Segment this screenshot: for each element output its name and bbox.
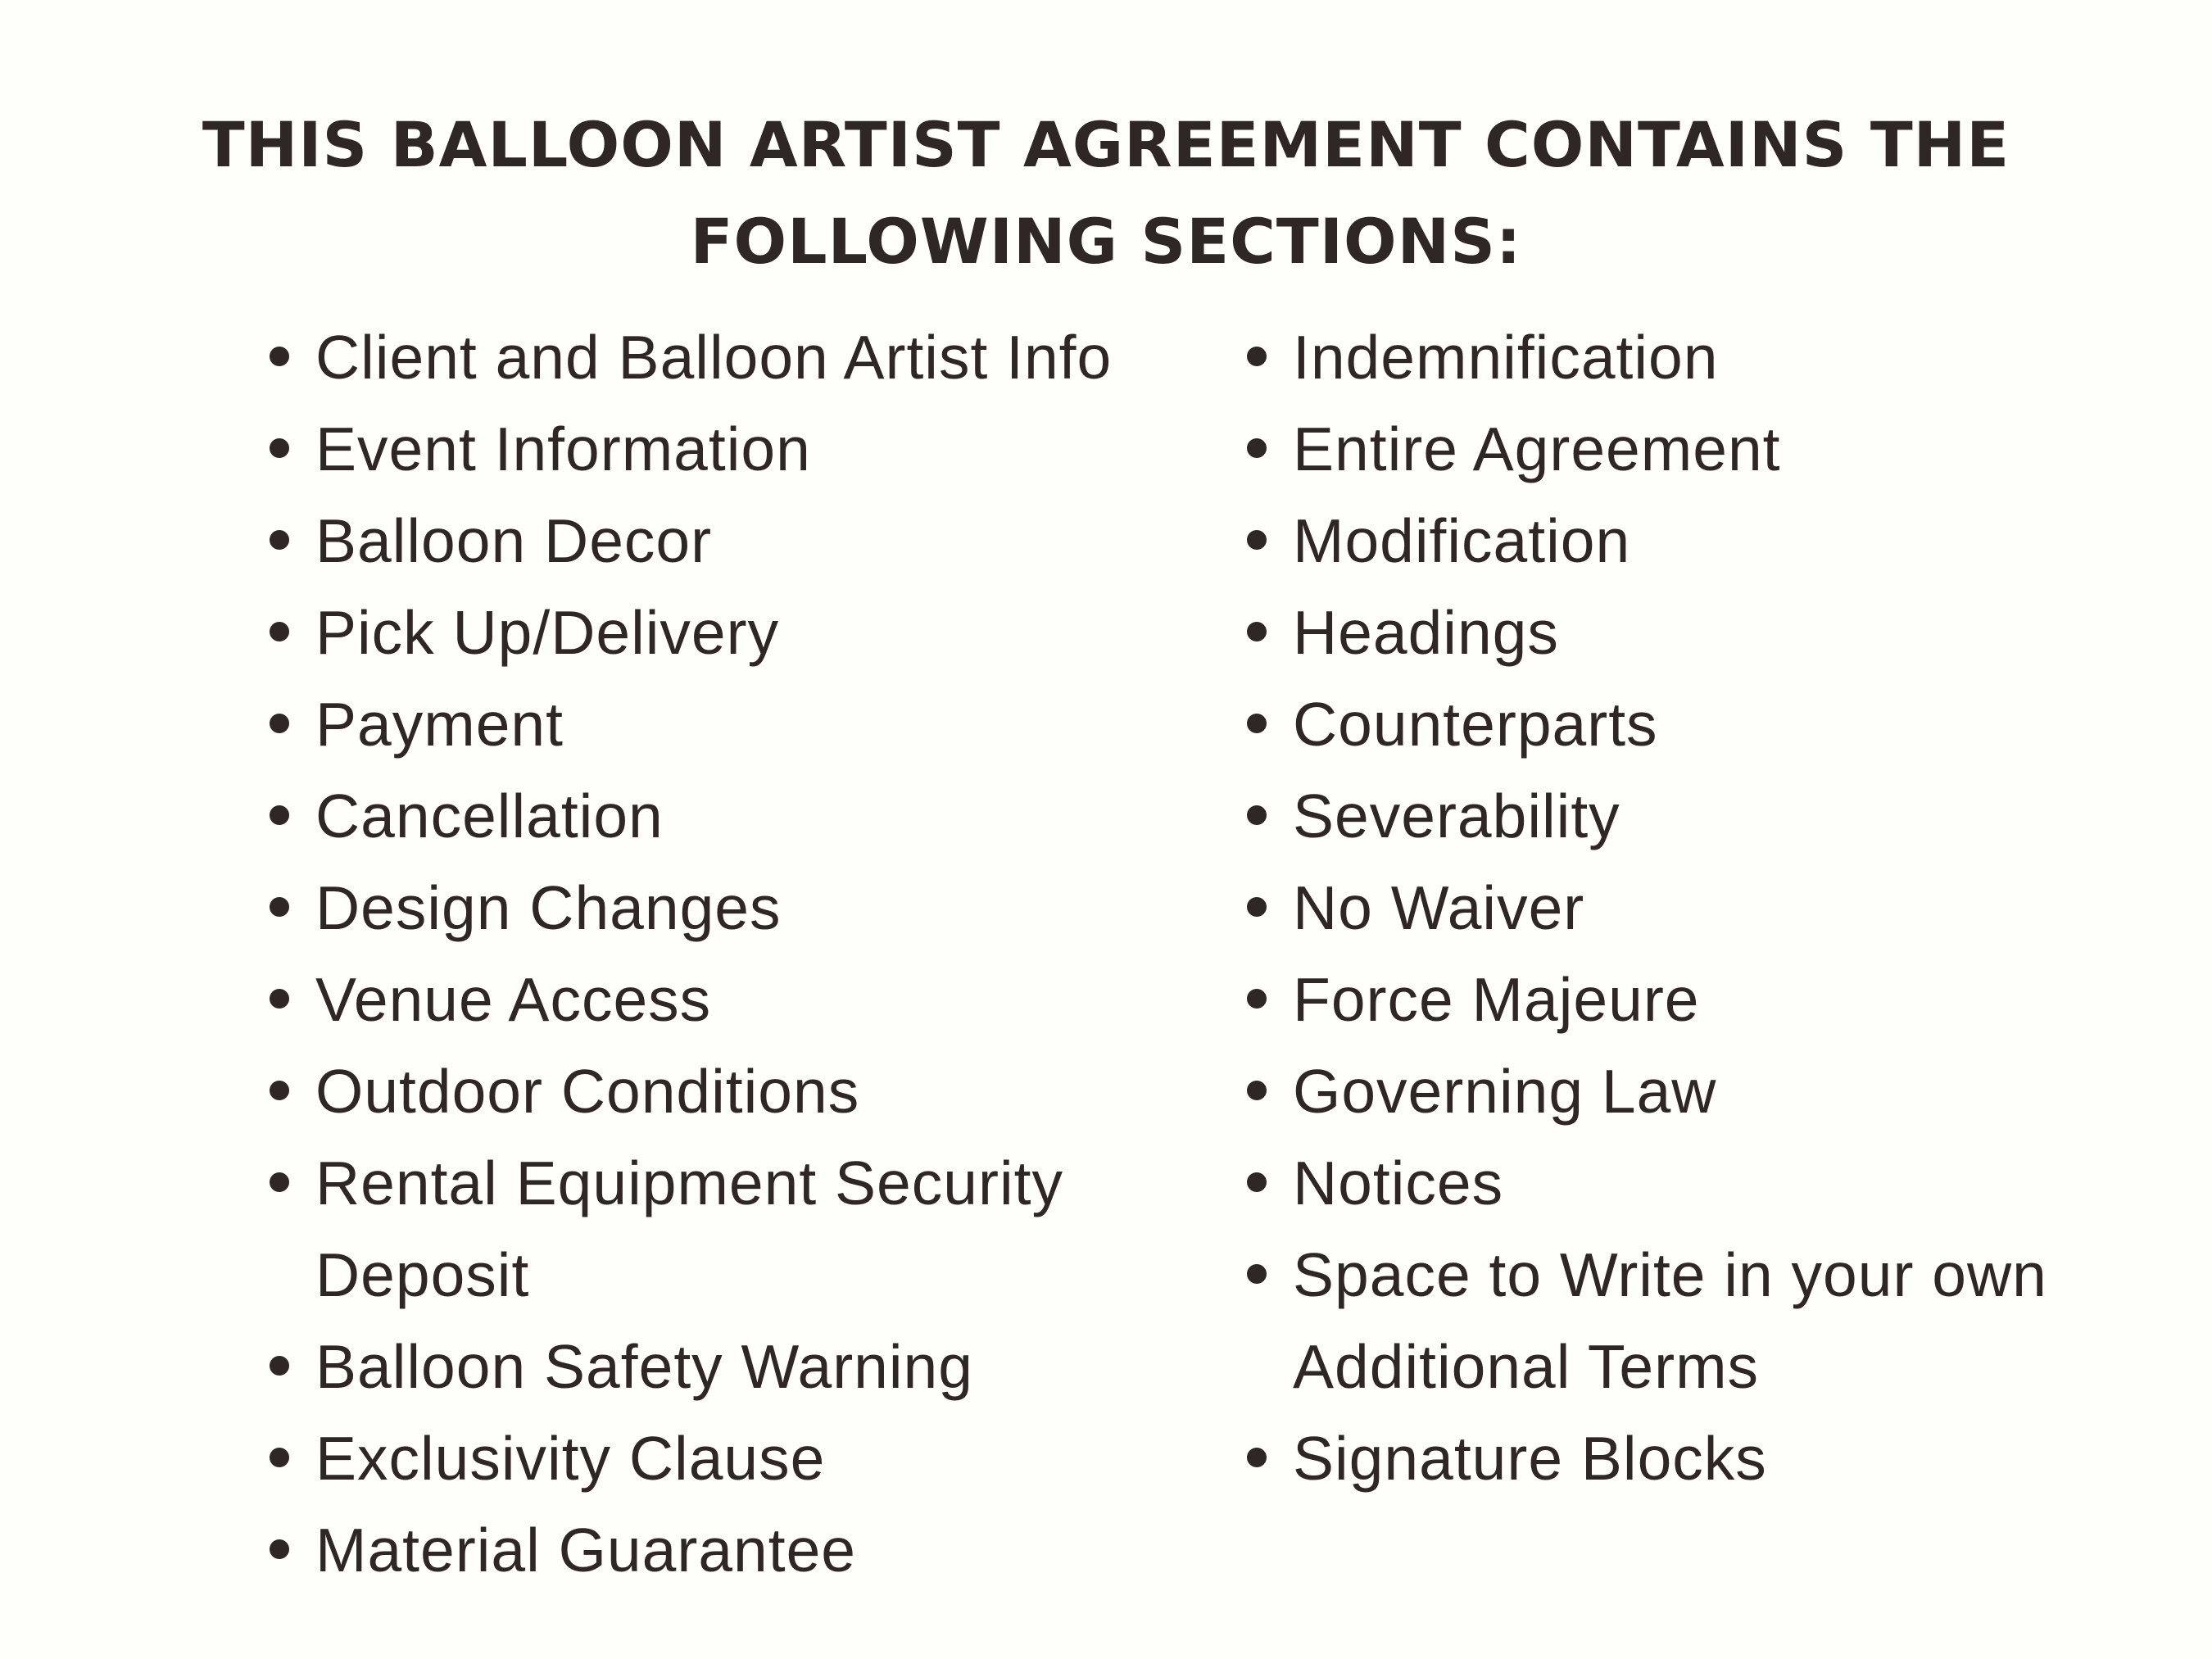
list-item [1293,954,2194,1045]
list-item-label: Force Majeure [1293,965,1700,1034]
list-item [315,403,1200,495]
bullet-icon [1247,347,1267,366]
bullet-icon [270,347,289,366]
list-item [315,678,1200,770]
list-item [315,587,1200,678]
list-item [315,311,1200,403]
list-item [315,495,1200,587]
bullet-icon [270,1539,289,1559]
list-item-label: Signature Blocks [1293,1424,1767,1493]
list-item-label: Client and Balloon Artist Info [315,323,1113,392]
bullet-icon [1247,1448,1267,1467]
list-item-label: Design Changes [315,873,782,942]
list-item [1293,862,2194,954]
bullet-icon [270,1081,289,1100]
list-item-label: Venue Access [315,965,712,1034]
list-item [315,1045,1200,1137]
bullet-icon [1247,530,1267,550]
bullet-icon [1247,897,1267,917]
list-item-label: Space to Write in your own [1293,1240,2047,1309]
bullet-icon [270,897,289,917]
list-item [1293,403,2194,495]
list-item [315,1504,1200,1596]
list-item-label: Severability [1293,782,1620,850]
list-item [1293,770,2194,862]
bullet-icon [1247,714,1267,733]
list-item-label-continued: Deposit [315,1240,530,1309]
list-item [1293,1229,2194,1412]
bullet-icon [1247,1172,1267,1192]
bullet-icon [1247,989,1267,1009]
list-item-label: Payment [315,690,564,759]
list-item [1293,1137,2194,1229]
list-item [1293,1412,2194,1504]
bullet-icon [270,438,289,458]
page-title [0,97,2212,290]
bullet-icon [270,989,289,1009]
bullet-icon [1247,1264,1267,1284]
list-item-label: Entire Agreement [1293,415,1781,483]
list-item [315,1321,1200,1412]
list-item-label: No Waiver [1293,873,1585,942]
list-item-label: Counterparts [1293,690,1658,759]
list-item [1293,1045,2194,1137]
bullet-icon [270,805,289,825]
list-item-label: Material Guarantee [315,1516,857,1584]
list-item-label: Governing Law [1293,1057,1717,1126]
bullet-icon [270,622,289,641]
title-line-2: FOLLOWING SECTIONS: [690,205,1522,278]
bullet-icon [270,530,289,550]
list-item [1293,587,2194,678]
list-item [315,862,1200,954]
list-item-label: Indemnification [1293,323,1719,392]
list-item-label: Pick Up/Delivery [315,598,780,667]
bullet-icon [270,1356,289,1376]
bullet-icon [270,714,289,733]
list-item [1293,495,2194,587]
list-item-label: Event Information [315,415,811,483]
list-item-label: Modification [1293,506,1631,575]
list-item-label-continued: Additional Terms [1293,1332,1760,1401]
bullet-icon [270,1172,289,1192]
section-list-left [315,311,1200,1596]
list-item [315,954,1200,1045]
section-list-right [1293,311,2194,1504]
list-item-label: Notices [1293,1149,1504,1217]
bullet-icon [270,1448,289,1467]
bullet-icon [1247,1081,1267,1100]
list-item-label: Cancellation [315,782,664,850]
list-item-label: Balloon Decor [315,506,713,575]
title-line-1: THIS BALLOON ARTIST AGREEMENT CONTAINS THE [202,108,2010,181]
list-item [315,1412,1200,1504]
bullet-icon [1247,438,1267,458]
bullet-icon [1247,805,1267,825]
list-item [1293,678,2194,770]
list-item-label: Rental Equipment Security [315,1149,1063,1217]
list-item-label: Exclusivity Clause [315,1424,826,1493]
list-item-label: Outdoor Conditions [315,1057,860,1126]
list-item [315,1137,1200,1321]
list-item-label: Headings [1293,598,1559,667]
list-item-label: Balloon Safety Warning [315,1332,973,1401]
list-item [315,770,1200,862]
bullet-icon [1247,622,1267,641]
list-item [1293,311,2194,403]
